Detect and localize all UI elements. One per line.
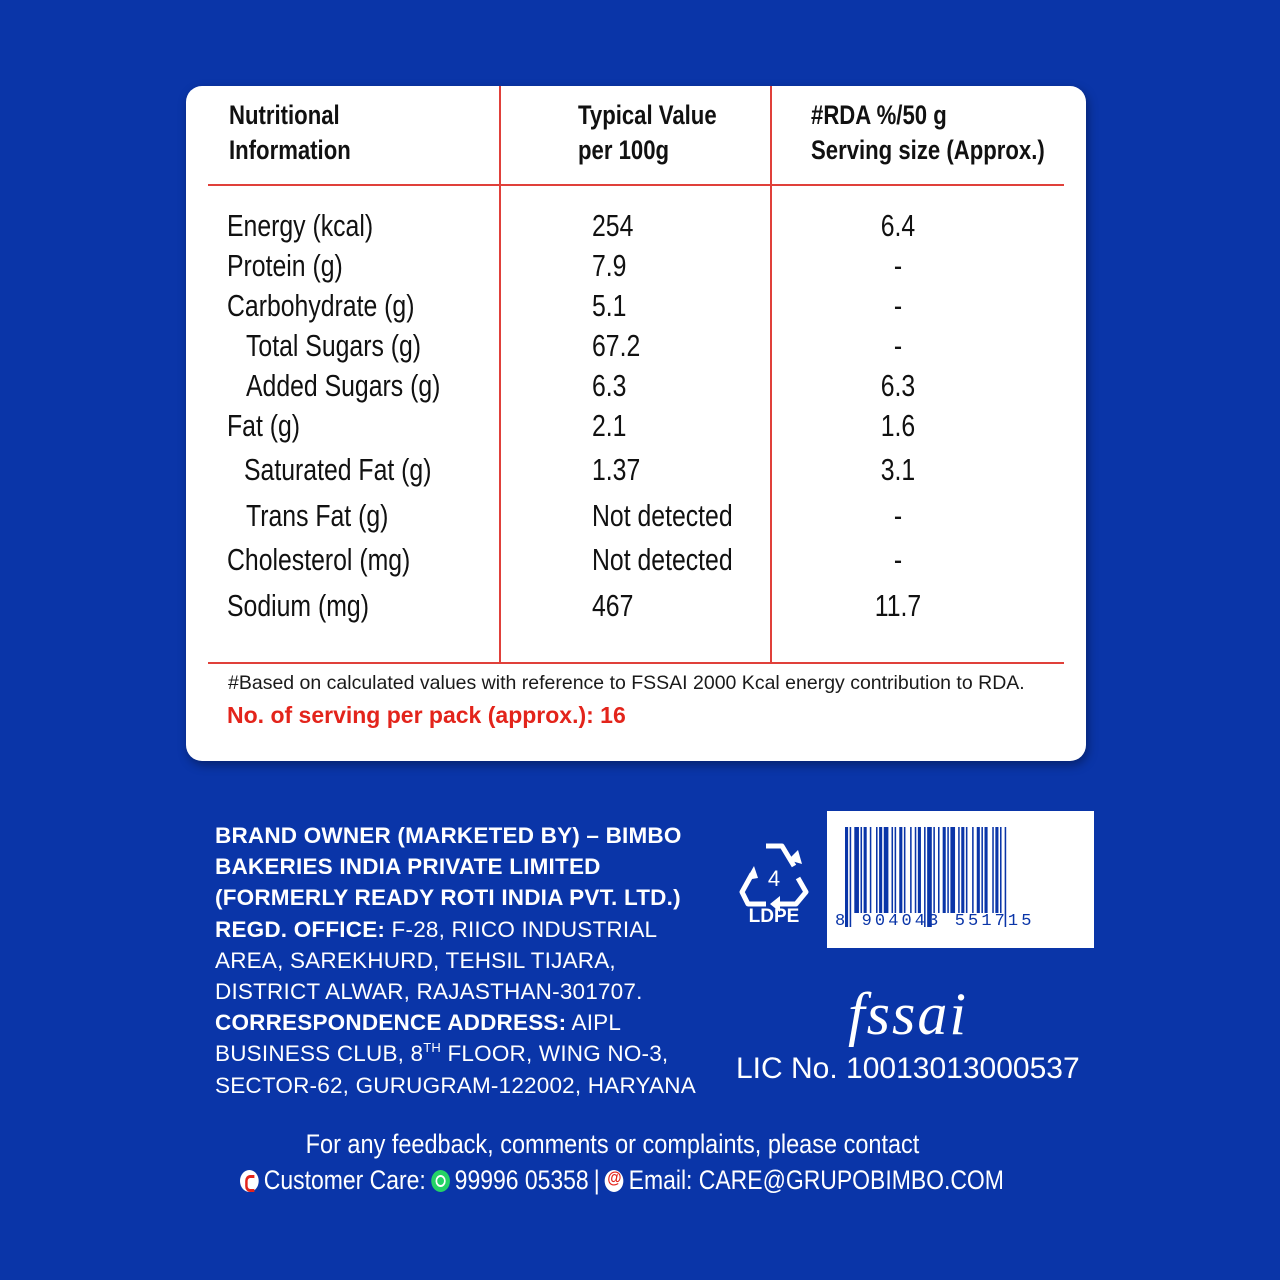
barcode-bar <box>961 827 964 913</box>
typical-value: 254 <box>592 208 634 243</box>
nutrient-name: Carbohydrate (g) <box>227 288 415 323</box>
rda-footnote: #Based on calculated values with reference to FSSAI 2000 Kcal energy contribution to RDA. <box>228 672 1025 694</box>
typical-value: Not detected <box>592 498 733 533</box>
barcode-bar <box>910 827 912 913</box>
barcode-bar <box>938 827 940 913</box>
header-nutritional-information: Nutritional Information <box>229 100 351 165</box>
barcode-bar <box>915 827 917 913</box>
nutrient-name: Energy (kcal) <box>227 208 374 243</box>
contact-line <box>240 1165 1004 1196</box>
barcode-bar <box>992 827 994 913</box>
header-divider <box>208 184 1064 186</box>
feedback-text: For any feedback, comments or complaints, please contact <box>305 1129 920 1159</box>
barcode-bar <box>977 827 980 913</box>
barcode-bar <box>918 827 921 913</box>
typical-value: 6.3 <box>592 368 627 403</box>
recycle-number: 4 <box>767 866 781 891</box>
nutrient-name: Protein (g) <box>227 248 343 283</box>
barcode-bar <box>870 827 872 913</box>
fssai-license: LIC No. 10013013000537 <box>736 1052 1080 1085</box>
barcode-bar <box>854 827 859 913</box>
typical-value: 67.2 <box>592 328 641 363</box>
nutrient-name: Fat (g) <box>227 408 301 443</box>
barcode-bar <box>995 827 998 913</box>
nutrient-name: Sodium (mg) <box>227 588 369 623</box>
rda-value: 6.4 <box>880 208 916 243</box>
nutrient-name: Cholesterol (mg) <box>227 542 411 577</box>
phone-icon <box>240 1170 259 1192</box>
barcode-bar <box>895 827 897 913</box>
rda-value: - <box>893 328 903 363</box>
nutrient-name: Added Sugars (g) <box>246 368 441 403</box>
phone-number[interactable]: 99996 05358 <box>454 1165 589 1195</box>
barcode-bar <box>899 827 902 913</box>
typical-value: 7.9 <box>592 248 627 283</box>
typical-value: 2.1 <box>592 408 627 443</box>
barcode-bar <box>950 827 955 913</box>
nutrient-name: Trans Fat (g) <box>246 498 389 533</box>
barcode <box>827 811 1094 948</box>
column-divider <box>770 86 772 662</box>
rda-value: 6.3 <box>880 368 916 403</box>
barcode-bar <box>943 827 946 913</box>
rda-value: - <box>893 288 903 323</box>
email-icon <box>605 1170 624 1192</box>
barcode-bar <box>876 827 878 913</box>
barcode-bar <box>933 827 935 913</box>
column-divider <box>499 86 501 662</box>
separator: | <box>593 1165 600 1195</box>
nutrition-card <box>186 86 1086 761</box>
whatsapp-icon <box>431 1170 450 1192</box>
rda-value: 1.6 <box>880 408 916 443</box>
header-typical-value: Typical Value per 100g <box>578 100 717 165</box>
header-rda: #RDA %/50 g Serving size (Approx.) <box>811 100 1045 165</box>
fssai-logo: fssai <box>848 981 969 1047</box>
barcode-bar <box>864 827 867 913</box>
barcode-bar <box>958 827 960 913</box>
typical-value: 5.1 <box>592 288 627 323</box>
rda-value: - <box>893 248 903 283</box>
barcode-bar <box>892 827 894 913</box>
servings-per-pack: No. of serving per pack (approx.): 16 <box>227 702 626 728</box>
customer-care-label: Customer Care: <box>263 1165 426 1195</box>
barcode-bar <box>972 827 974 913</box>
nutrient-name: Total Sugars (g) <box>246 328 422 363</box>
barcode-bar <box>985 827 988 913</box>
nutrient-name: Saturated Fat (g) <box>244 452 432 487</box>
rda-value: - <box>893 498 903 533</box>
footer-divider <box>208 662 1064 664</box>
rda-value: - <box>893 542 903 577</box>
rda-value: 3.1 <box>880 452 916 487</box>
typical-value: 467 <box>592 588 634 623</box>
barcode-bar <box>947 827 949 913</box>
barcode-bar <box>861 827 863 913</box>
typical-value: 1.37 <box>592 452 641 487</box>
manufacturer-address: BRAND OWNER (MARKETED BY) – BIMBO BAKERIES INDIA PRIVATE LIMITED (FORMERLY READY ROTI INDIA PVT. LTD.) REGD. OFFICE: F-28, RIICO INDUSTRIAL AREA, SAREKHURD, TEHSIL TIJARA, DISTRICT ALWAR, RAJASTHAN-301707. CORRESPONDENCE ADDRESS: AIPL BUSINESS CLUB, 8TH FLOOR, WING NO-3, SECTOR-62, GURUGRAM-122002, HARYANA <box>215 823 696 1098</box>
barcode-bar <box>1000 827 1002 913</box>
ldpe-label: LDPE <box>748 906 800 927</box>
barcode-bar <box>904 827 906 913</box>
rda-value: 11.7 <box>874 588 922 623</box>
barcode-bar <box>884 827 889 913</box>
barcode-digits: 8 904043 551715 <box>835 912 1035 931</box>
email-address[interactable]: Email: CARE@GRUPOBIMBO.COM <box>628 1165 1004 1195</box>
barcode-bar <box>966 827 968 913</box>
barcode-bar <box>879 827 882 913</box>
typical-value: Not detected <box>592 542 733 577</box>
barcode-bar <box>981 827 983 913</box>
